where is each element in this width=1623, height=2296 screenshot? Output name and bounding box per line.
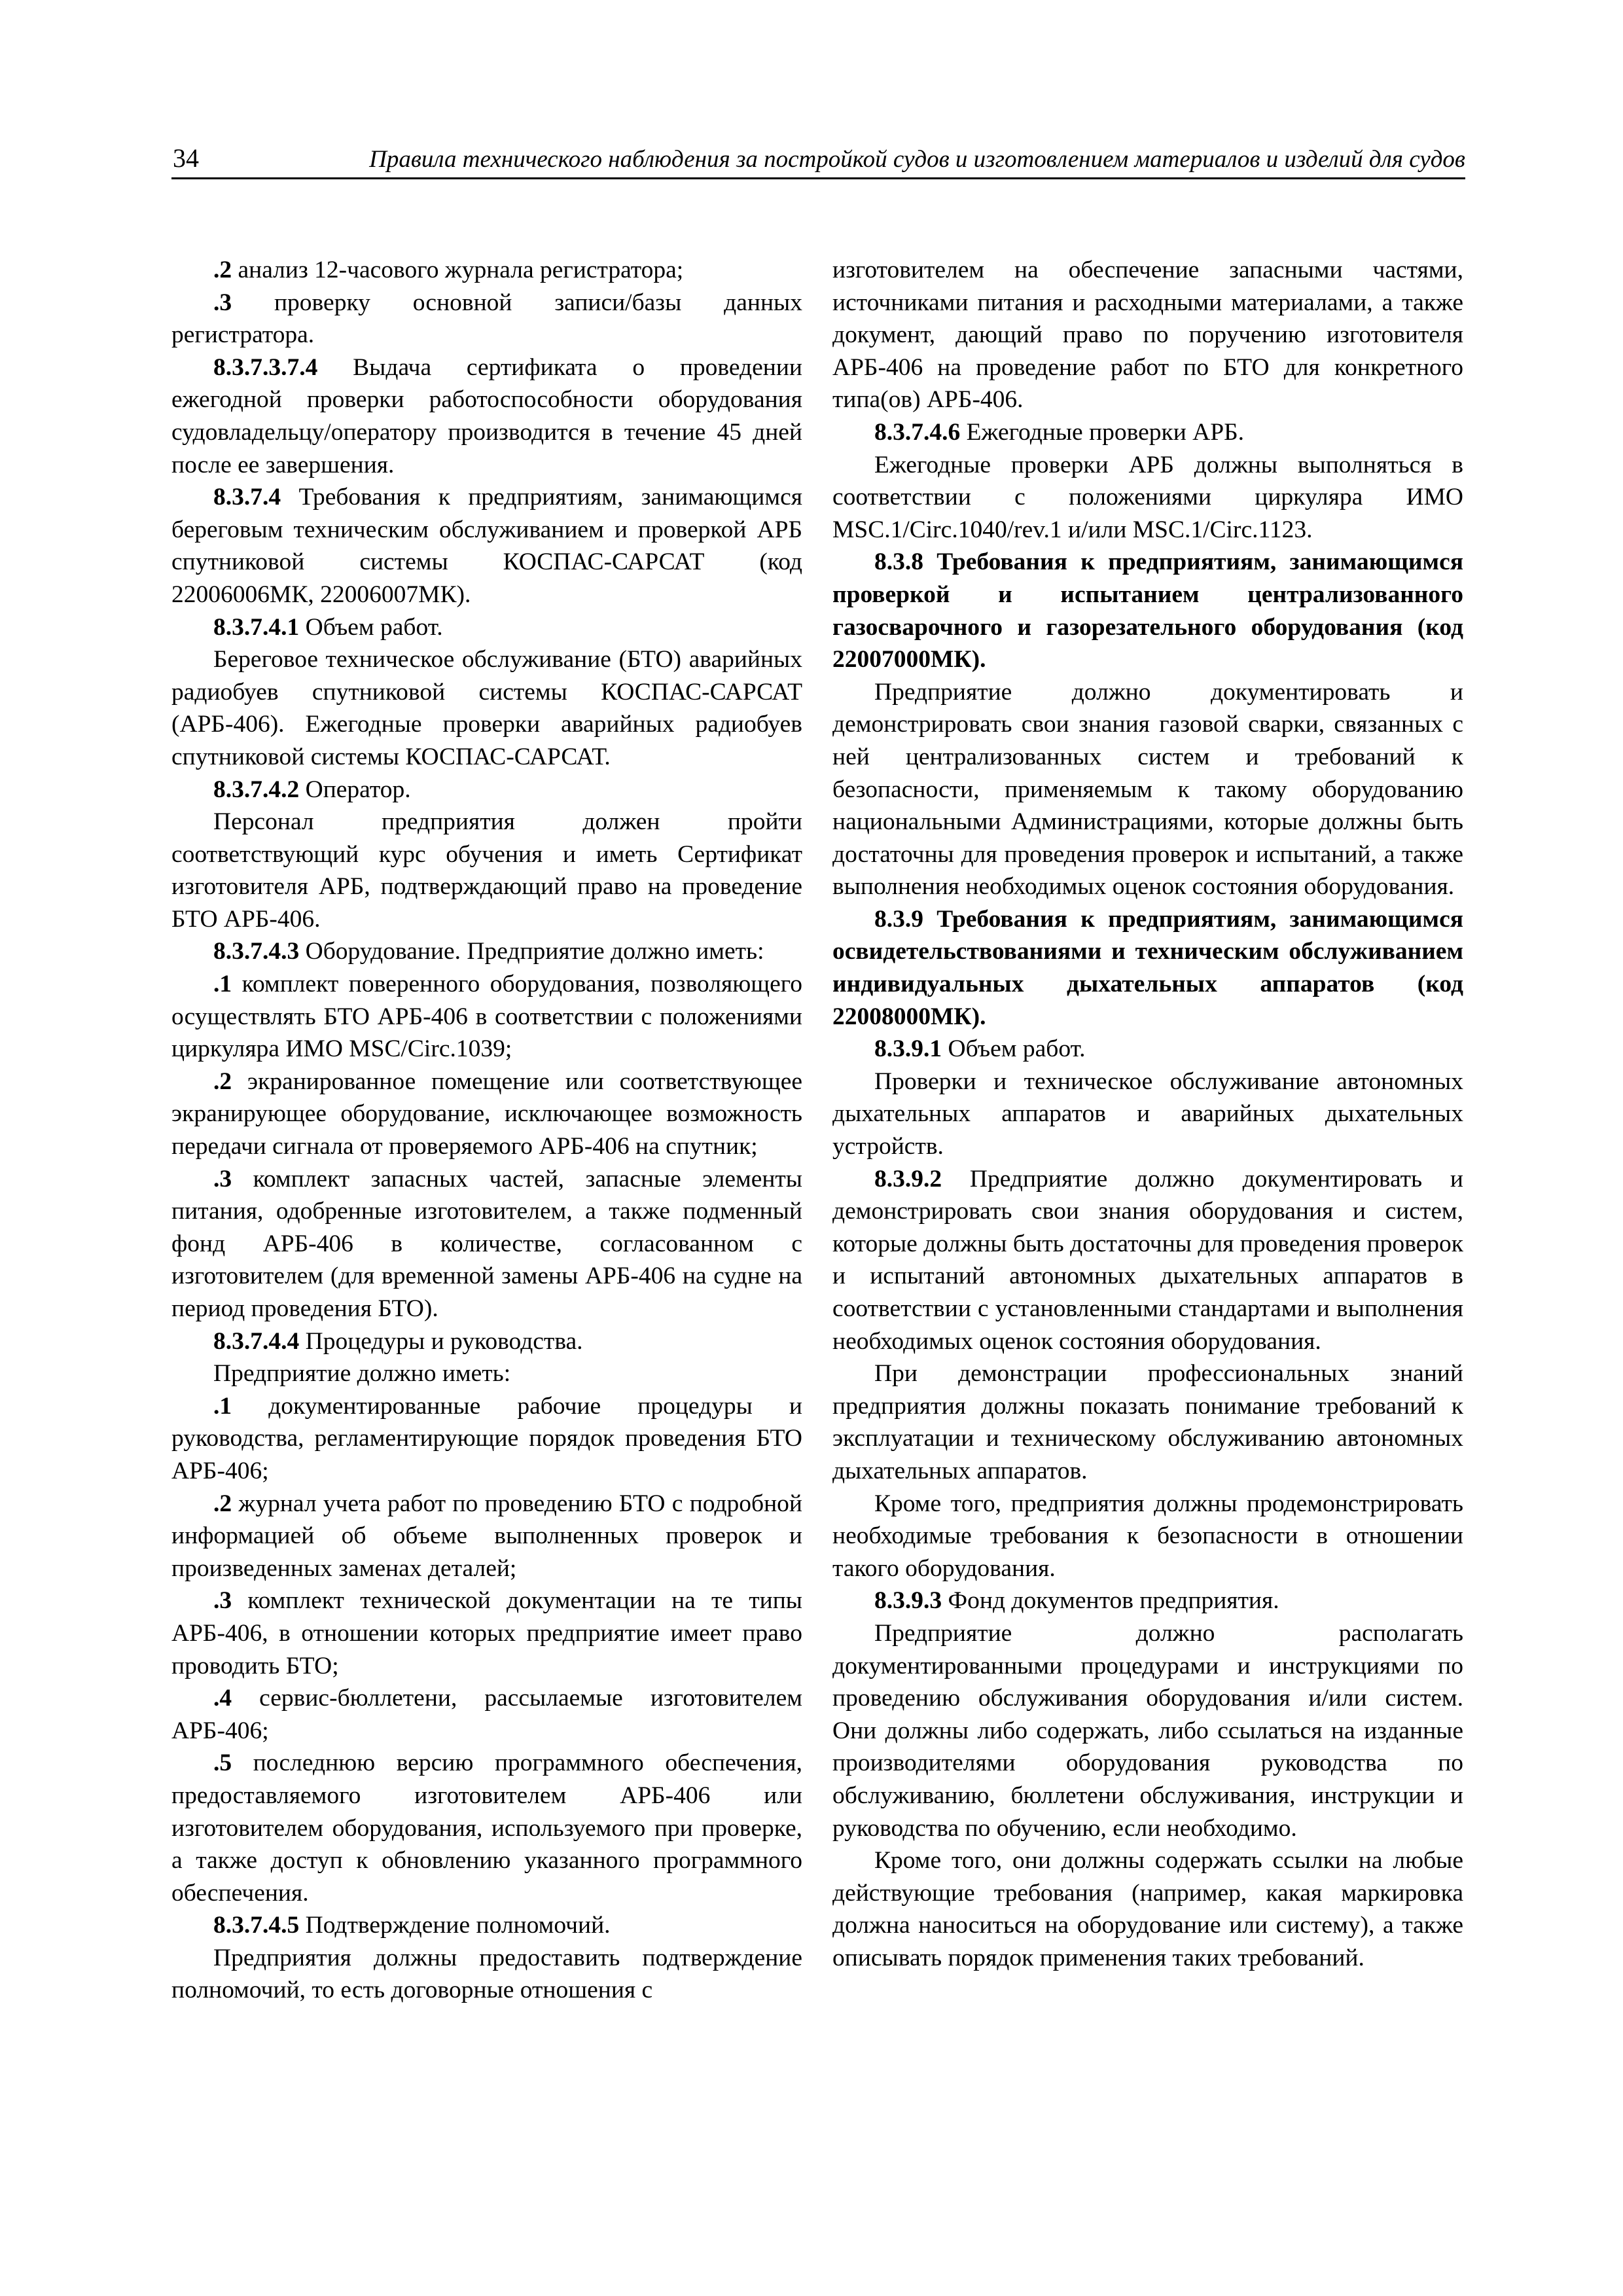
paragraph: Персонал предприятия должен пройти соответствующий курс обучения и иметь Сертификат изготовителя АРБ, подтверждающий право на проведение БТО АРБ-406. [171, 808, 802, 933]
left-column [171, 254, 802, 2007]
paragraph: 8.3.9.1 Объем работ. [874, 1035, 1086, 1063]
paragraph: 8.3.7.4.6 Ежегодные проверки АРБ. [874, 418, 1245, 446]
list-item: .4 сервис-бюллетени, рассылаемые изготовителем АРБ-406; [171, 1685, 802, 1744]
paragraph: При демонстрации профессиональных знаний предприятия должны показать понимание требований к эксплуатации и техническому обслуживанию автономных дыхательных аппаратов. [832, 1360, 1463, 1484]
paragraph: 8.3.7.4 Требования к предприятиям, занимающимся береговым техническим обслуживанием и проверкой АРБ спутниковой системы КОСПАС-САРСАТ (код 22006006МК, 22006007МК). [171, 484, 802, 608]
paragraph: 8.3.9.3 Фонд документов предприятия. [874, 1587, 1279, 1615]
paragraph: .2 анализ 12-часового журнала регистратора; [213, 257, 684, 283]
page-header [171, 143, 1465, 179]
paragraph: 8.3.7.4.1 Объем работ. [213, 613, 443, 641]
paragraph: 8.3.7.3.7.4 Выдача сертификата о проведении ежегодной проверки работоспособности оборудования судовладельцу/оператору производится в течение 45 дней после ее завершения. [171, 353, 802, 478]
right-column [832, 254, 1463, 1974]
list-item: .5 последнюю версию программного обеспечения, предоставляемого изготовителем АРБ-406 или изготовителем оборудования, используемого при проверке, а также доступ к обновлению указанного программного обеспечения. [171, 1749, 802, 1907]
paragraph: Предприятие должно располагать документированными процедурами и инструкциями по проведению обслуживания оборудования и/или систем. Они должны либо содержать, либо ссылаться на изданные производителями оборудования руководства по обслуживанию, бюллетени обслуживания, инструкции и руководства по обучению, если необходимо. [832, 1619, 1463, 1842]
paragraph: 8.3.9.2 Предприятие должно документировать и демонстрировать свои знания оборудования и систем, которые должны быть достаточны для проведения проверок и испытаний автономных дыхательных аппаратов в соответствии с установленными стандартами и выполнения необходимых оценок состояния оборудования. [832, 1165, 1463, 1355]
paragraph: 8.3.7.4.5 Подтверждение полномочий. [213, 1912, 611, 1939]
paragraph: Ежегодные проверки АРБ должны выполняться в соответствии с положениями циркуляра ИМО MSC.1/Circ.1040/rev.1 и/или MSC.1/Circ.1123. [832, 451, 1463, 543]
section-heading: 8.3.9 Требования к предприятиям, занимающимся освидетельствованиями и техническим обслуживанием индивидуальных дыхательных аппаратов (код 22008000МК). [832, 905, 1463, 1030]
list-item: .3 комплект запасных частей, запасные элементы питания, одобренные изготовителем, а также подменный фонд АРБ-406 в количестве, согласованном с изготовителем (для временной замены АРБ-406 на судне на период проведения БТО). [171, 1165, 802, 1322]
paragraph: Предприятие должно документировать и демонстрировать свои знания газовой сварки, связанных с ней централизованных систем и требований к безопасности, применяемым к такому оборудованию национальными Администрациями, которые должны быть достаточны для проведения проверок и испытаний, а также выполнения необходимых оценок состояния оборудования. [832, 678, 1463, 901]
paragraph: Проверки и техническое обслуживание автономных дыхательных аппаратов и аварийных дыхательных устройств. [832, 1067, 1463, 1160]
paragraph: .3 проверку основной записи/базы данных регистратора. [171, 289, 802, 349]
paragraph: 8.3.7.4.2 Оператор. [213, 776, 411, 803]
page-number: 34 [173, 143, 199, 173]
paragraph: изготовителем на обеспечение запасными частями, источниками питания и расходными материалами, а также документ, дающий право по поручению изготовителя АРБ-406 на проведение работ по БТО для конкретного типа(ов) АРБ-406. [832, 257, 1463, 414]
section-heading: 8.3.8 Требования к предприятиям, занимающимся проверкой и испытанием централизованного газосварочного и газорезательного оборудования (код 22007000МК). [832, 548, 1463, 673]
list-item: .1 комплект поверенного оборудования, позволяющего осуществлять БТО АРБ-406 в соответствии с положениями циркуляра ИМО MSC/Circ.1039; [171, 971, 802, 1063]
paragraph: 8.3.7.4.4 Процедуры и руководства. [213, 1327, 583, 1355]
list-item: .2 журнал учета работ по проведению БТО с подробной информацией об объеме выполненных проверок и произведенных заменах деталей; [171, 1490, 802, 1582]
running-title: Правила технического наблюдения за постройкой судов и изготовлением материалов и изделий для судов [369, 146, 1465, 173]
paragraph: 8.3.7.4.3 Оборудование. Предприятие должно иметь: [213, 938, 764, 965]
paragraph: Кроме того, они должны содержать ссылки на любые действующие требования (например, какая маркировка должна наноситься на оборудование или систему), а также описывать порядок применения таких требований. [832, 1847, 1463, 1971]
paragraph: Кроме того, предприятия должны продемонстрировать необходимые требования к безопасности в отношении такого оборудования. [832, 1490, 1463, 1582]
paragraph: Береговое техническое обслуживание (БТО) аварийных радиобуев спутниковой системы КОСПАС-САРСАТ (АРБ-406). Ежегодные проверки аварийных радиобуев спутниковой системы КОСПАС-САРСАТ. [171, 646, 802, 770]
paragraph: Предприятия должны предоставить подтверждение полномочий, то есть договорные отношения с [171, 1944, 802, 2004]
paragraph: Предприятие должно иметь: [213, 1360, 511, 1388]
list-item: .2 экранированное помещение или соответствующее экранирующее оборудование, исключающее возможность передачи сигнала от проверяемого АРБ-406 на спутник; [171, 1067, 802, 1160]
list-item: .1 документированные рабочие процедуры и руководства, регламентирующие порядок проведения БТО АРБ-406; [171, 1392, 802, 1484]
list-item: .3 комплект технической документации на те типы АРБ-406, в отношении которых предприятие имеет право проводить БТО; [171, 1587, 802, 1679]
